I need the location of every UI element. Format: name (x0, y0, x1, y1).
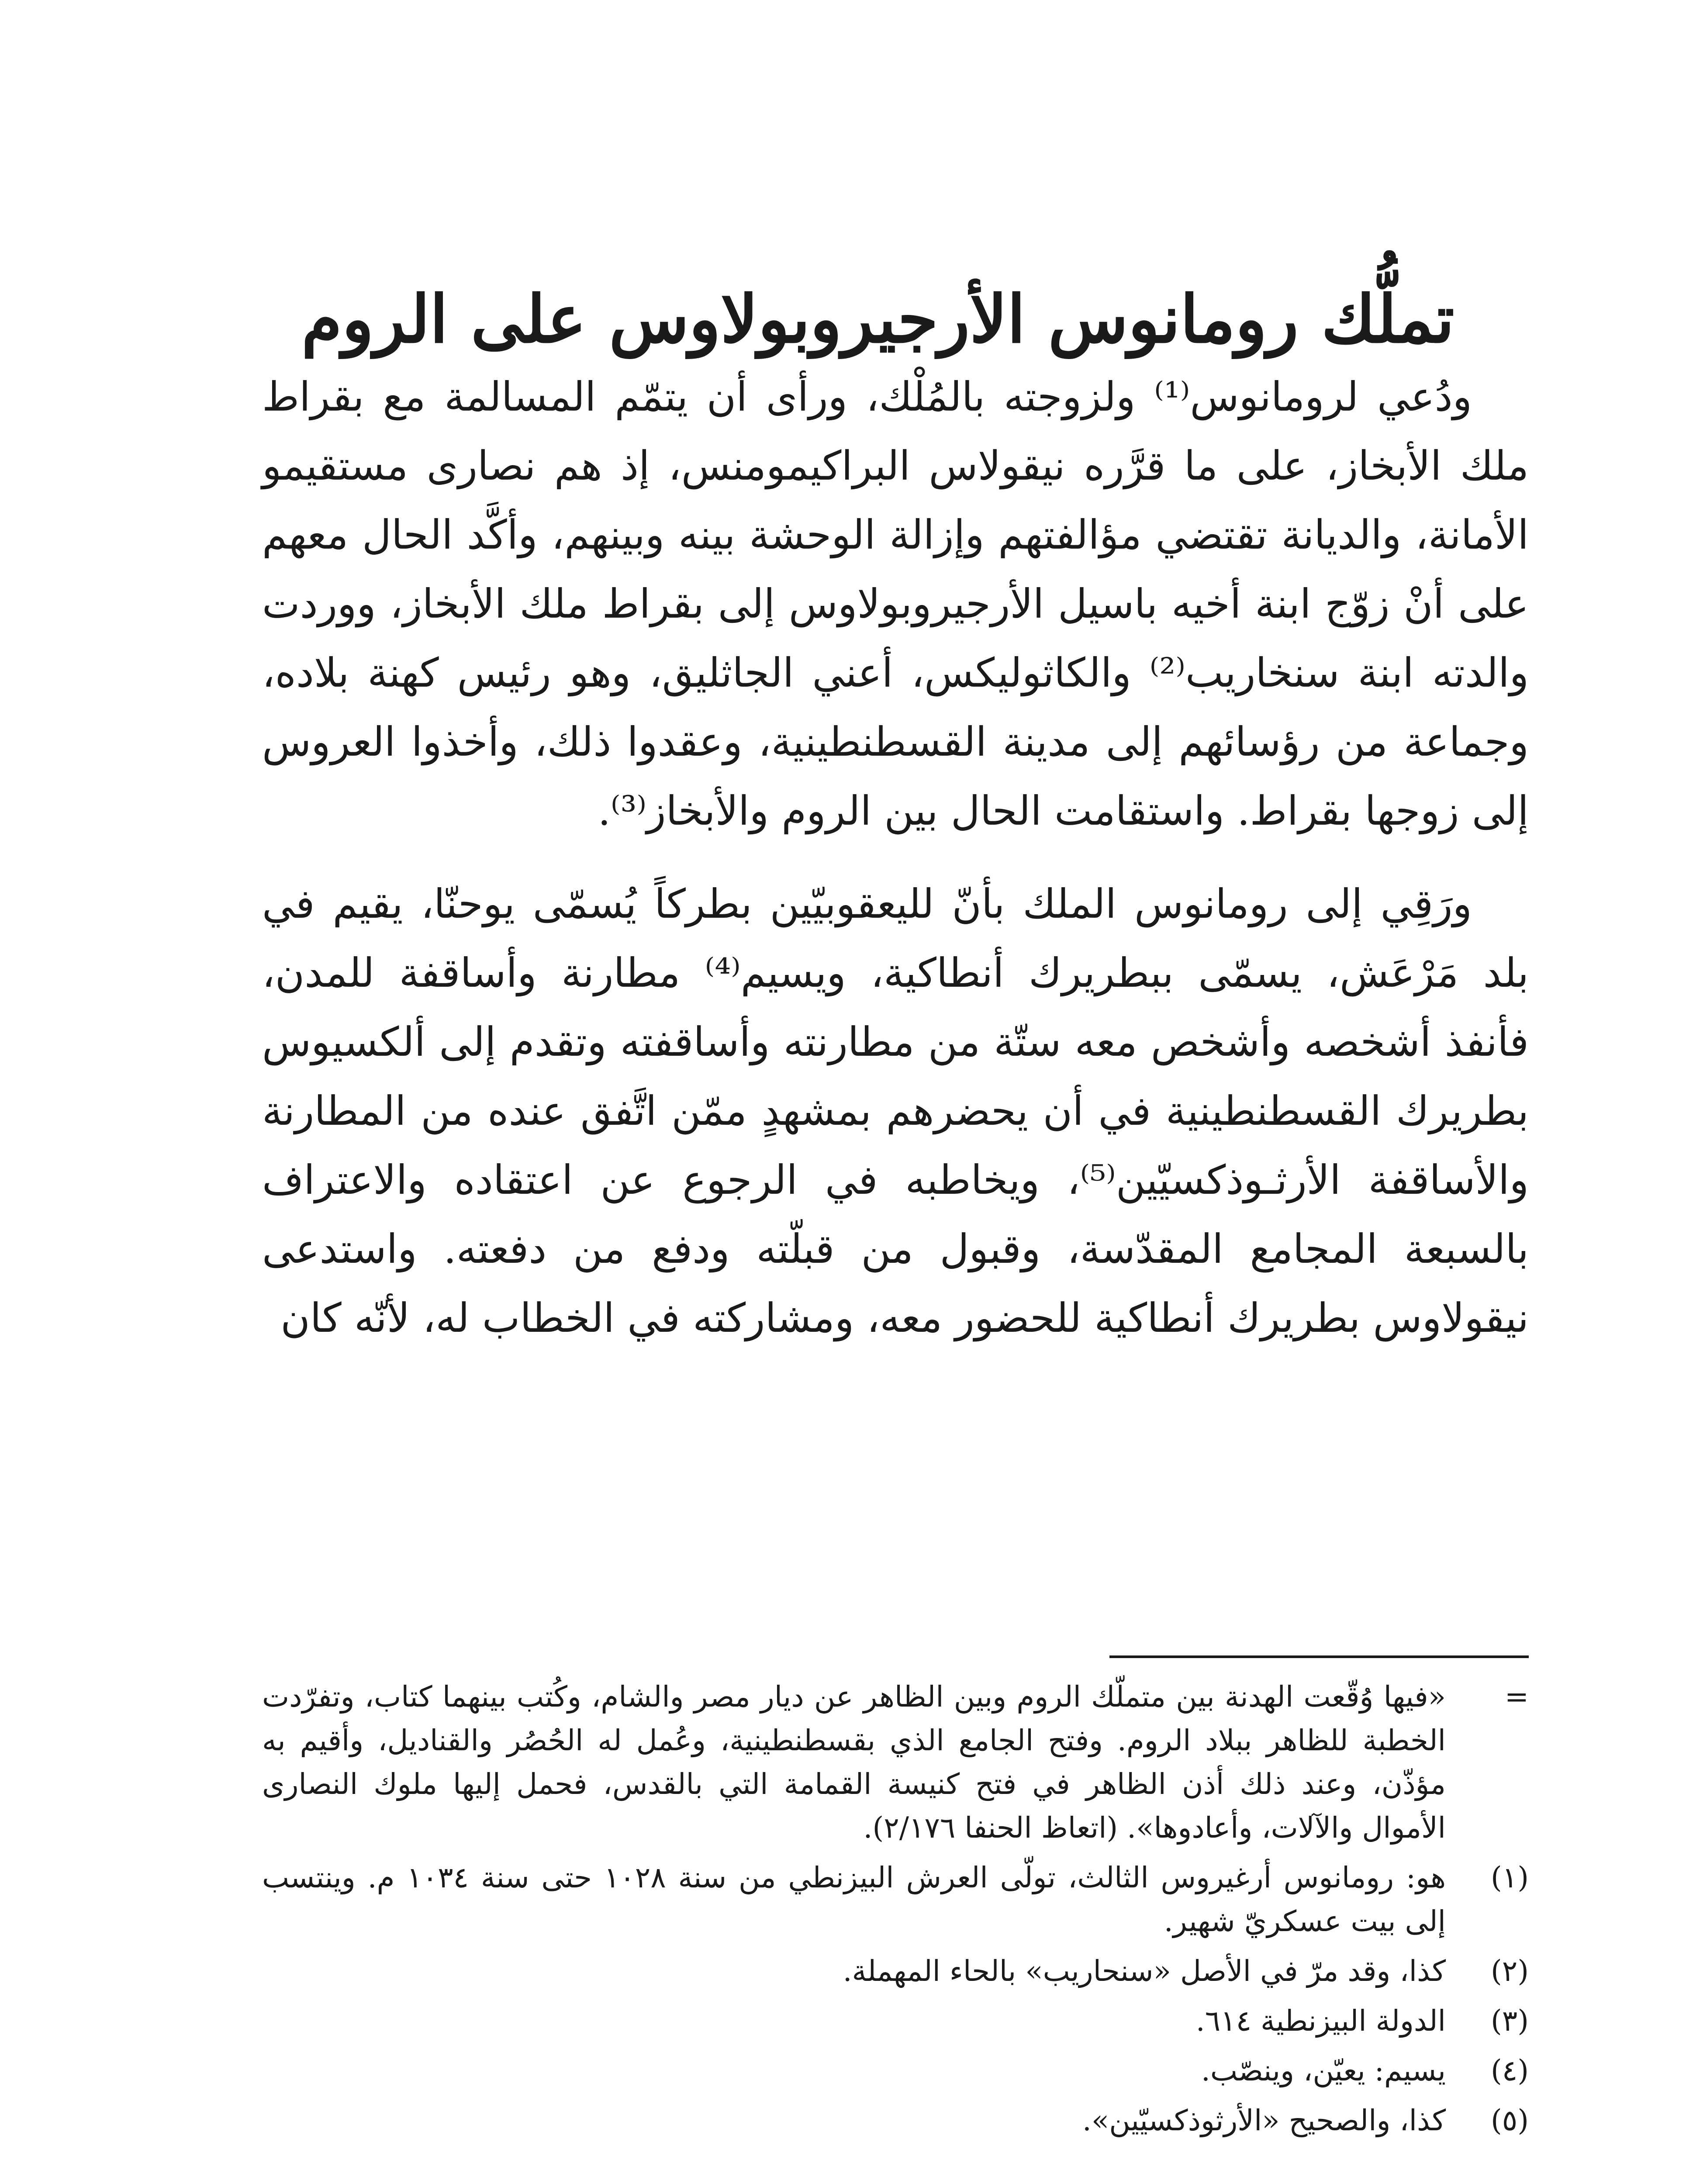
footnote-marker: = (1504, 1680, 1529, 1714)
footnote-marker: (٥) (1491, 2104, 1529, 2137)
footnote-2 (262, 1949, 1529, 1993)
footnote-text: هو: رومانوس أرغيروس الثالث، تولّى العرش البيزنطي من سنة ١٠٢٨ حتى سنة ١٠٣٤ م. وينتسب إلى بيت عسكريّ شهير. (262, 1861, 1446, 1938)
footnote-continued (262, 1675, 1529, 1850)
footnote-4 (262, 2049, 1529, 2093)
paragraph-2: ورَقِي إلى رومانوس الملك بأنّ لليعقوبيّين بطركاً يُسمّى يوحنّا، يقيم في بلد مَرْعَش، يسمّى ببطريرك أنطاكية، ويسيم⁽⁴⁾ مطارنة وأساقفة للمدن، فأنفذ أشخصه وأشخص معه ستّة من مطارنته وأساقفته وتقدم إلى ألكسيوس بطريرك القسطنطينية في أن يحضرهم بمشهدٍ ممّن اتَّفق عنده من المطارنة والأساقفة الأرثـوذكسيّين⁽⁵⁾، ويخاطبه في الرجوع عن اعتقاده والاعتراف بالسبعة المجامع المقدّسة، وقبول من قبلّته ودفع من دفعته. واستدعى نيقولاوس بطريرك أنطاكية للحضور معه، ومشاركته في الخطاب له، لأنّه كان (262, 881, 1529, 1341)
footnote-text: كذا، والصحيح «الأرثوذكسيّين». (1082, 2104, 1446, 2137)
footnote-text: «فيها وُقّعت الهدنة بين متملّك الروم وبين الظاهر عن ديار مصر والشام، وكُتب بينهما كتاب، وتفرّدت الخطبة للظاهر ببلاد الروم. وفتح الجامع الذي بقسطنطينية، وعُمل له الحُصُر والقناديل، وأقيم به مؤذّن، وعند ذلك أذن الظاهر في فتح كنيسة القمامة التي بالقدس، فحمل إليها ملوك النصارى الأموال والآلات، وأعادوها». (اتعاظ الحنفا ٢/١٧٦). (262, 1680, 1446, 1845)
footnote-3 (262, 1999, 1529, 2043)
footnote-marker: (٢) (1491, 1954, 1529, 1988)
footnote-marker: (١) (1491, 1861, 1529, 1894)
footnotes (262, 1675, 1529, 2149)
footnote-1 (262, 1856, 1529, 1943)
footnote-marker: (٤) (1491, 2054, 1529, 2087)
paragraph-1: ودُعي لرومانوس⁽¹⁾ ولزوجته بالمُلْك، ورأى أن يتمّم المسالمة مع بقراط ملك الأبخاز، على ما قرَّره نيقولاس البراكيمومنس، إذ هم نصارى مستقيمو الأمانة، والديانة تقتضي مؤالفتهم وإزالة الوحشة بينه وبينهم، وأكَّد الحال معهم على أنْ زوّج ابنة أخيه باسيل الأرجيروبولاوس إلى بقراط ملك الأبخاز، ووردت والدته ابنة سنخاريب⁽²⁾ والكاثوليكس، أعني الجاثليق، وهو رئيس كهنة بلاده، وجماعة من رؤسائهم إلى مدينة القسطنطينية، وعقدوا ذلك، وأخذوا العروس إلى زوجها بقراط. واستقامت الحال بين الروم والأبخاز⁽³⁾. (262, 373, 1529, 834)
footnote-text: الدولة البيزنطية ٦١٤. (1195, 2004, 1446, 2038)
chapter-title: تملُّك رومانوس الأرجيروبولاوس على الروم (301, 280, 1455, 358)
footnote-marker: (٣) (1491, 2004, 1529, 2038)
footnote-text: يسيم: يعيّن، وينصّب. (1201, 2054, 1446, 2087)
footnote-separator (1109, 1655, 1529, 1658)
footnote-text: كذا، وقد مرّ في الأصل «سنحاريب» بالحاء المهملة. (843, 1954, 1446, 1988)
footnote-5 (262, 2099, 1529, 2143)
body-text (262, 363, 1529, 1377)
